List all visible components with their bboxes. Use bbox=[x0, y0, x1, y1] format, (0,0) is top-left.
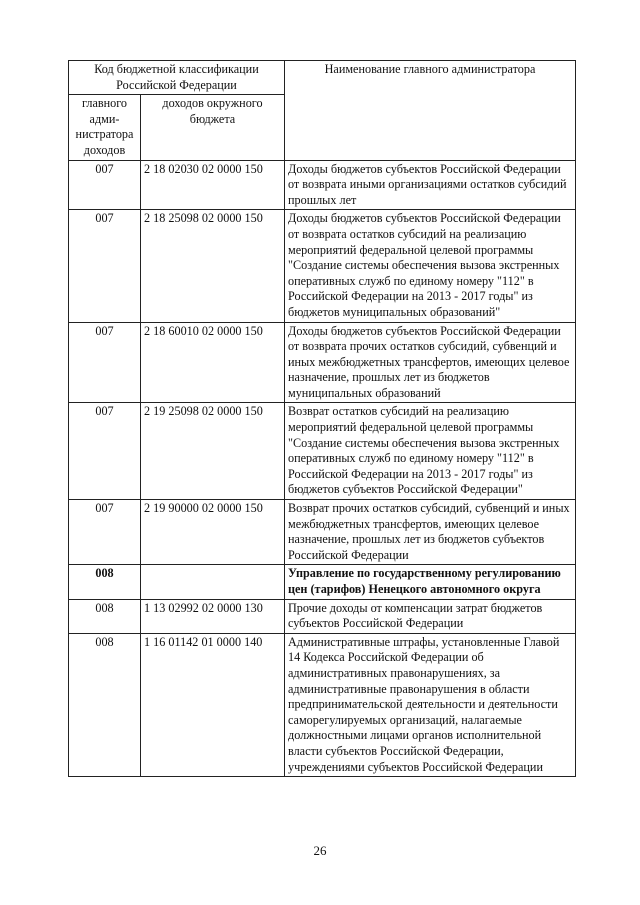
header-group-title: Код бюджетной классификации Российской Федерации bbox=[69, 61, 285, 95]
table-row bbox=[69, 210, 576, 322]
revenue-code-cell: 1 16 01142 01 0000 140 bbox=[141, 633, 285, 776]
administrator-name-cell: Доходы бюджетов субъектов Российской Федерации от возврата прочих остатков субсидий, субвенций и иных межбюджетных трансфертов, имеющих целевое назначение, прошлых лет из бюджетов муниципальных образований bbox=[285, 322, 576, 403]
table-row bbox=[69, 500, 576, 565]
table-body bbox=[69, 160, 576, 777]
administrator-name-cell: Управление по государственному регулированию цен (тарифов) Ненецкого автономного округа bbox=[285, 565, 576, 599]
admin-code-cell: 007 bbox=[69, 500, 141, 565]
administrator-name-cell: Возврат остатков субсидий на реализацию мероприятий федеральной целевой программы "Создание системы обеспечения вызова экстренных оперативных служб по единому номеру "112" в Российской Федерации на 2013 - 2017 годы" из бюджетов субъектов Российской Федерации" bbox=[285, 403, 576, 500]
table-header-row bbox=[69, 61, 576, 95]
table-row bbox=[69, 633, 576, 776]
table-row bbox=[69, 160, 576, 210]
table-row bbox=[69, 565, 576, 599]
admin-code-cell: 008 bbox=[69, 599, 141, 633]
administrator-name-cell: Доходы бюджетов субъектов Российской Федерации от возврата иными организациями остатков субсидий прошлых лет bbox=[285, 160, 576, 210]
admin-code-cell: 007 bbox=[69, 160, 141, 210]
admin-code-cell: 007 bbox=[69, 210, 141, 322]
revenue-code-cell: 2 18 25098 02 0000 150 bbox=[141, 210, 285, 322]
admin-code-cell: 008 bbox=[69, 565, 141, 599]
admin-code-cell: 007 bbox=[69, 322, 141, 403]
budget-classification-table bbox=[68, 60, 576, 777]
revenue-code-cell: 2 19 25098 02 0000 150 bbox=[141, 403, 285, 500]
header-admin-code: главного адми-нистратора доходов bbox=[69, 95, 141, 160]
page-number: 26 bbox=[313, 843, 327, 858]
revenue-code-cell bbox=[141, 565, 285, 599]
administrator-name-cell: Доходы бюджетов субъектов Российской Федерации от возврата остатков субсидий на реализацию мероприятий федеральной целевой программы "Создание системы обеспечения вызова экстренных оперативных служб по единому номеру "112" в Российской Федерации на 2013 - 2017 годы" из бюджетов муниципальных образований" bbox=[285, 210, 576, 322]
table-row bbox=[69, 403, 576, 500]
table-row bbox=[69, 599, 576, 633]
admin-code-cell: 008 bbox=[69, 633, 141, 776]
header-revenue-code: доходов окружного бюджета bbox=[141, 95, 285, 160]
administrator-name-cell: Возврат прочих остатков субсидий, субвенций и иных межбюджетных трансфертов, имеющих целевое назначение, прошлых лет из бюджетов субъектов Российской Федерации bbox=[285, 500, 576, 565]
administrator-name-cell: Прочие доходы от компенсации затрат бюджетов субъектов Российской Федерации bbox=[285, 599, 576, 633]
revenue-code-cell: 1 13 02992 02 0000 130 bbox=[141, 599, 285, 633]
header-admin-name: Наименование главного администратора bbox=[285, 61, 576, 161]
revenue-code-cell: 2 19 90000 02 0000 150 bbox=[141, 500, 285, 565]
table-row bbox=[69, 322, 576, 403]
revenue-code-cell: 2 18 02030 02 0000 150 bbox=[141, 160, 285, 210]
admin-code-cell: 007 bbox=[69, 403, 141, 500]
revenue-code-cell: 2 18 60010 02 0000 150 bbox=[141, 322, 285, 403]
administrator-name-cell: Административные штрафы, установленные Главой 14 Кодекса Российской Федерации об административных правонарушениях, за административные правонарушения в области предпринимательской деятельности и деятельности саморегулируемых организаций, налагаемые должностными лицами органов исполнительной власти субъектов Российской Федерации, учреждениями субъектов Российской Федерации bbox=[285, 633, 576, 776]
